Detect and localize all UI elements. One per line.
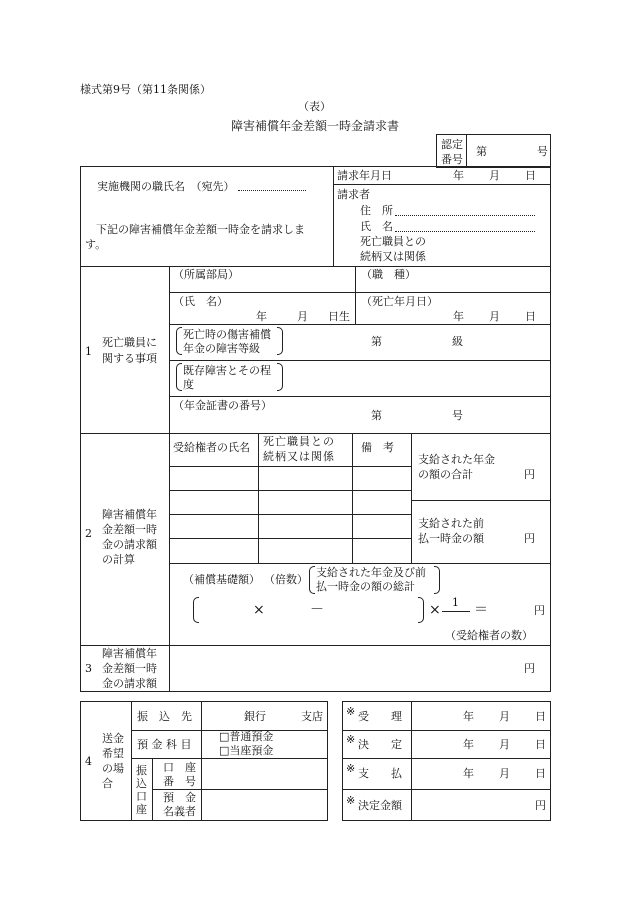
sec4-title-4: 合 — [102, 777, 113, 790]
paid-year: 年 — [463, 767, 474, 780]
sec2-number: 2 — [85, 527, 92, 540]
claimant-address-label: 住 所 — [360, 204, 393, 217]
birth-day-suffix: 日生 — [328, 310, 350, 323]
paid-month: 月 — [499, 767, 510, 780]
birth-year: 年 — [256, 310, 267, 323]
mark-decided: ※ — [346, 733, 356, 746]
account-type-label: 預 金 科 目 — [137, 738, 192, 751]
mark-received: ※ — [346, 705, 356, 718]
advance-payment-2: 払一時金の額 — [418, 532, 484, 545]
job-label: （職 種） — [361, 268, 416, 281]
request-text-1: 下記の障害補償年金差額一時金を請求しま — [96, 223, 305, 236]
bank-label: 銀行 — [244, 710, 266, 723]
received-label: 受 理 — [358, 710, 402, 723]
sum-label-2: 払一時金の額の総計 — [316, 580, 415, 593]
existing-disability-2: 度 — [183, 378, 194, 391]
paid-day: 日 — [535, 767, 546, 780]
sec3-title-2: 金差額一時 — [102, 662, 157, 675]
sum-label-1: 支給された年金及び前 — [316, 566, 426, 579]
formula-times-2: × — [429, 602, 441, 618]
advance-payment-yen: 円 — [524, 532, 535, 545]
account-number-1: 口 座 — [163, 761, 196, 774]
cert-go: 号 — [537, 145, 548, 158]
account-number-2: 番 号 — [163, 775, 196, 788]
account-holder-2: 名義者 — [163, 805, 196, 818]
death-day: 日 — [525, 310, 536, 323]
pension-cert-label: （年金証書の番号） — [173, 399, 272, 412]
sec2-title-1: 障害補償年 — [102, 508, 157, 521]
grade-kyu: 級 — [452, 335, 463, 348]
branch-label: 支店 — [301, 710, 323, 723]
grade-dai: 第 — [371, 335, 382, 348]
paid-pension-total-2: の額の合計 — [418, 468, 473, 481]
decided-month: 月 — [499, 738, 510, 751]
pension-cert-go: 号 — [452, 409, 463, 422]
date-month: 月 — [489, 169, 500, 182]
col-note: 備 考 — [361, 441, 394, 454]
grade-label-1: 死亡時の傷害補償 — [183, 328, 271, 341]
cert-label-1: 認定 — [441, 138, 463, 151]
pension-cert-dai: 第 — [371, 409, 382, 422]
relation-label-2: 続柄又は関係 — [360, 250, 426, 263]
received-year: 年 — [463, 710, 474, 723]
birth-month: 月 — [297, 310, 308, 323]
decided-day: 日 — [535, 738, 546, 751]
sec4-title-2: 希望 — [102, 747, 124, 760]
date-day: 日 — [525, 169, 536, 182]
sec3-title-1: 障害補償年 — [102, 647, 157, 660]
sec3-title-3: 金の請求額 — [102, 677, 157, 690]
cert-label-2: 番号 — [441, 153, 463, 166]
sec2-title-4: の計算 — [102, 553, 135, 566]
sec2-title-2: 金差額一時 — [102, 523, 157, 536]
existing-disability-1: 既存障害とその程 — [183, 364, 271, 377]
mark-amount: ※ — [346, 794, 356, 807]
formula-minus: － — [310, 602, 324, 618]
advance-payment-1: 支給された前 — [418, 517, 484, 530]
holders-count-label: （受給権者の数） — [445, 629, 533, 642]
transfer-account-label: 振込口座 — [136, 764, 147, 816]
grade-label-2: 年金の障害等級 — [183, 342, 260, 355]
sec3-yen: 円 — [524, 662, 535, 675]
fraction-numerator: 1 — [452, 596, 459, 609]
ordinary-deposit-checkbox[interactable]: □普通預金 — [219, 730, 274, 743]
claimant-label: 請求者 — [337, 188, 370, 201]
sec4-title-1: 送金 — [102, 732, 124, 745]
death-year: 年 — [453, 310, 464, 323]
formula-times: × — [253, 602, 265, 618]
sec1-number: 1 — [85, 345, 92, 358]
decided-amount-label: 決定金額 — [358, 799, 402, 812]
claimant-name-label: 氏 名 — [360, 220, 393, 233]
decided-amount-yen: 円 — [535, 799, 546, 812]
decided-label: 決 定 — [358, 738, 402, 751]
relation-label-1: 死亡職員との — [360, 235, 426, 248]
multiplier-label: （倍数） — [264, 573, 308, 586]
sec1-title-1: 死亡職員に — [102, 336, 157, 349]
received-month: 月 — [499, 710, 510, 723]
cert-dai: 第 — [476, 145, 487, 158]
formula-equals: ＝ — [474, 602, 488, 618]
remittance-table — [80, 701, 328, 821]
addressee-label: 実施機関の職氏名 （宛先） — [97, 180, 235, 193]
account-holder-1: 預 金 — [163, 791, 196, 804]
death-month: 月 — [489, 310, 500, 323]
form-number: 様式第9号（第11条関係） — [80, 83, 211, 96]
paid-label: 支 払 — [358, 767, 402, 780]
col-holder-name: 受給権者の氏名 — [173, 441, 250, 454]
decided-year: 年 — [463, 738, 474, 751]
date-year: 年 — [453, 169, 464, 182]
paid-pension-yen: 円 — [524, 468, 535, 481]
transfer-to-label: 振 込 先 — [137, 710, 192, 723]
received-day: 日 — [535, 710, 546, 723]
request-date-label: 請求年月日 — [337, 169, 392, 182]
base-amount-label: （補償基礎額） — [183, 573, 260, 586]
dept-label: （所属部局） — [173, 268, 239, 281]
sec1-title-2: 関する事項 — [102, 352, 157, 365]
sec4-number: 4 — [85, 755, 92, 768]
formula-yen: 円 — [534, 604, 545, 617]
sec2-title-3: 金の請求額 — [102, 538, 157, 551]
paid-pension-total-1: 支給された年金 — [418, 453, 495, 466]
death-date-label: （死亡年月日） — [361, 295, 438, 308]
deceased-name-label: （氏 名） — [173, 295, 228, 308]
side-label: （表） — [298, 100, 331, 113]
form-title: 障害補償年金差額一時金請求書 — [231, 119, 400, 133]
sec3-number: 3 — [85, 662, 92, 675]
request-text-2: す。 — [85, 238, 107, 251]
current-deposit-checkbox[interactable]: □当座預金 — [219, 744, 274, 757]
mark-paid: ※ — [346, 762, 356, 775]
sec4-title-3: の場 — [102, 762, 124, 775]
col-relation-2: 続柄又は関係 — [263, 450, 335, 463]
col-relation-1: 死亡職員との — [263, 435, 335, 448]
